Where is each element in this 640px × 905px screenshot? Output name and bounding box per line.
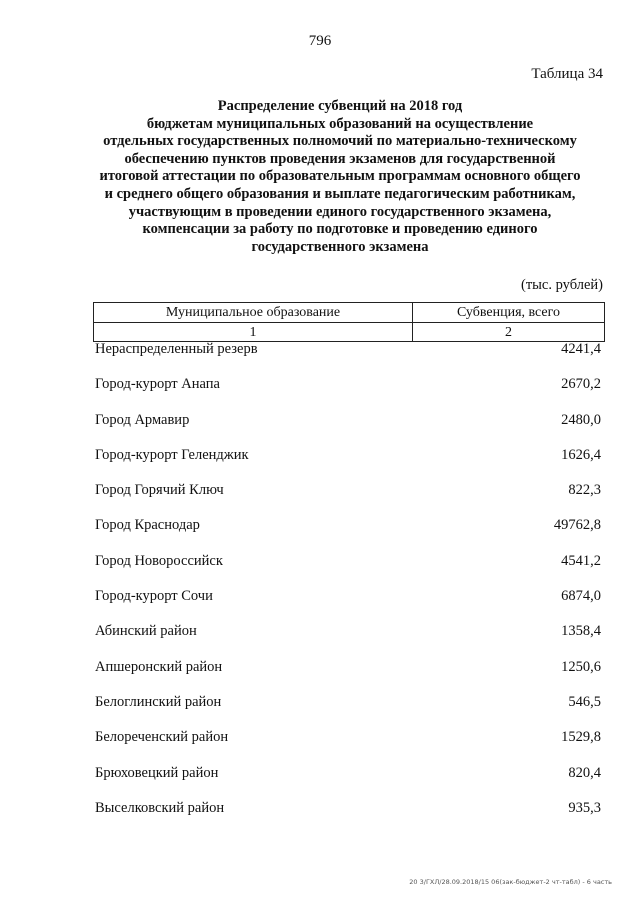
municipality-name: Город-курорт Геленджик (95, 446, 249, 463)
table-row (93, 373, 605, 408)
table-row (93, 514, 605, 549)
header-subvention-total: Субвенция, всего (456, 305, 561, 320)
title-line: итоговой аттестации по образовательным программам основного общего (99, 168, 581, 185)
document-title (40, 98, 640, 256)
table-row (93, 479, 605, 514)
column-number-1: 1 (94, 323, 413, 342)
subvention-value: 822,3 (568, 482, 601, 499)
table-row (93, 585, 605, 620)
subvention-value: 49762,8 (553, 517, 601, 534)
municipality-name: Абинский район (95, 623, 197, 640)
title-line: и среднего общего образования и выплате педагогическим работникам, (104, 185, 576, 202)
subvention-value: 1250,6 (561, 658, 601, 675)
header-row (94, 303, 604, 322)
subvention-value: 1529,8 (561, 729, 601, 746)
unit-note: (тыс. рублей) (521, 277, 603, 293)
table-row (93, 620, 605, 655)
municipality-name: Город Горячий Ключ (95, 482, 224, 499)
footer-note: 20 3/ГХЛ/28.09.2018/15 06(зак-бюджет-2 чт-табл) - 6 часть (409, 878, 612, 886)
subvention-value: 820,4 (568, 764, 601, 781)
municipality-name: Город-курорт Сочи (95, 588, 213, 605)
subvention-value: 2670,2 (561, 376, 601, 393)
table-row (93, 762, 605, 797)
subvention-value: 935,3 (568, 799, 601, 816)
municipality-name: Белореченский район (95, 729, 229, 746)
municipality-name: Город Краснодар (95, 517, 200, 534)
subvention-value: 4541,2 (561, 552, 601, 569)
subvention-value: 2480,0 (561, 411, 601, 428)
subvention-value: 1358,4 (561, 623, 601, 640)
table-row (93, 550, 605, 585)
table-label: Таблица 34 (531, 66, 603, 82)
title-line: бюджетам муниципальных образований на осуществление (146, 115, 534, 132)
title-line: государственного экзамена (251, 238, 429, 255)
municipality-name: Выселковский район (95, 799, 225, 816)
title-line: Распределение субвенций на 2018 год (217, 98, 463, 114)
page-number: 796 (308, 33, 332, 49)
municipality-name: Апшеронский район (95, 658, 223, 675)
subvention-value: 1626,4 (561, 446, 601, 463)
title-line: участвующим в проведении единого государственного экзамена, (128, 203, 552, 220)
header-municipality: Муниципальное образование (94, 303, 413, 322)
subvention-value: 6874,0 (561, 588, 601, 605)
table-body (93, 338, 605, 832)
table-header (93, 302, 605, 342)
subvention-value: 4241,4 (561, 341, 601, 357)
subvention-value: 546,5 (568, 693, 601, 710)
table-row (93, 409, 605, 444)
table-row (93, 691, 605, 726)
title-line: обеспечению пунктов проведения экзаменов для государственной (124, 150, 556, 167)
municipality-name: Брюховецкий район (95, 764, 219, 781)
title-line: компенсации за работу по подготовке и проведению единого (142, 221, 538, 238)
title-line: отдельных государственных полномочий по материально-техническому (103, 133, 577, 150)
municipality-name: Белоглинский район (95, 693, 222, 710)
column-number-2: 2 (505, 325, 512, 340)
municipality-name: Нераспределенный резерв (95, 341, 258, 357)
municipality-name: Город-курорт Анапа (95, 376, 220, 393)
table-row (93, 726, 605, 761)
municipality-name: Город Армавир (95, 411, 190, 428)
municipality-name: Город Новороссийск (95, 552, 223, 569)
table-row (93, 797, 605, 832)
table-row (93, 338, 605, 373)
table-row (93, 656, 605, 691)
table-row (93, 444, 605, 479)
